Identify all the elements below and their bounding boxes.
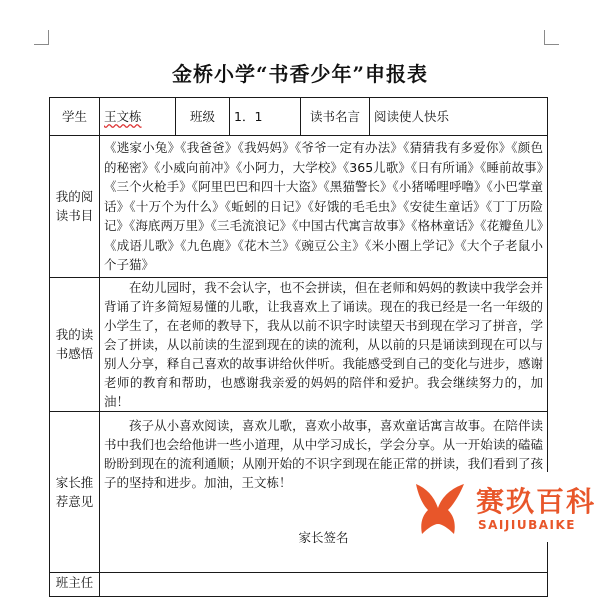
feelings-cell[interactable] xyxy=(100,277,548,411)
student-name-value[interactable] xyxy=(100,98,176,136)
form-row-feelings xyxy=(50,277,548,411)
watermark-brand-en: SAIJIUBAIKE xyxy=(478,518,576,532)
parent-text: 孩子从小喜欢阅读，喜欢儿歌，喜欢小故事，喜欢童话寓言故事。在陪伴读书中我们也会给他讲一些小道理，从中学习成长，学会分享。从一开始读的磕磕盼盼到现在的流利通顺；从刚开始的不识字到现在能正常的拼读，我们看到了孩子的坚持和进步。加油，王文栋！ xyxy=(104,417,543,490)
watermark-brand-cn: 赛玖百科 xyxy=(476,485,597,518)
class-label: 班级 xyxy=(176,98,230,136)
form-row-books xyxy=(50,136,548,278)
form-row-basic-info xyxy=(50,98,548,136)
motto-label: 读书名言 xyxy=(301,98,370,136)
parent-label: 家长推荐意见 xyxy=(50,411,100,572)
page-corner-mark xyxy=(34,30,49,45)
student-name-text: 王文栋 xyxy=(104,109,142,124)
books-label: 我的阅读书目 xyxy=(50,136,100,278)
form-title: 金桥小学“书香少年”申报表 xyxy=(171,62,428,86)
motto-value[interactable]: 阅读使人快乐 xyxy=(370,98,548,136)
teacher-cell[interactable] xyxy=(100,572,548,596)
student-label: 学生 xyxy=(50,98,100,136)
teacher-label: 班主任 xyxy=(50,572,100,596)
books-list[interactable]: 《逃家小兔》《我爸爸》《我妈妈》《爷爷一定有办法》《猜猜我有多爱你》《颜色的秘密》《小威向前冲》《小阿力，大学校》《365儿歌》《日有所诵》《睡前故事》《三个火枪手》《阿里巴巴和四十大盗》《黑猫警长》《小猪唏哩呼噜》《小巴掌童话》《十万个为什么》《蚯蚓的日记》《好饿的毛毛虫》《安徒生童话》《丁丁历险记》《海底两万里》《三毛流浪记》《中国古代寓言故事》《格林童话》《花瓣鱼儿》《成语儿歌》《九色鹿》《花木兰》《豌豆公主》《米小圈上学记》《大个子老鼠小个子猫》 xyxy=(100,136,548,278)
fox-tail-logo-icon xyxy=(408,478,470,540)
feelings-text: 在幼儿园时，我不会认字，也不会拼读，但在老师和妈妈的教读中我学会并背诵了许多简短易懂的儿歌，让我喜欢上了诵读。现在的我已经是一名一年级的小学生了，在老师的教导下，我从以前不识字时读望天书到现在学习了拼音，学会了拼读，从以前读的生涩到现在的读的流利，从以前的只是诵读到现在可以与别人分享，释自己喜欢的故事讲给伙伴听。我能感受到自己的变化与进步，感谢老师的教育和帮助，也感谢我亲爱的妈妈的陪伴和爱护。我会继续努力的，加油！ xyxy=(104,279,543,409)
form-row-teacher xyxy=(50,572,548,596)
class-value[interactable]: 1．1 xyxy=(230,98,301,136)
page-corner-mark xyxy=(544,30,559,45)
parent-signature-label: 家长签名 xyxy=(298,529,349,545)
feelings-label: 我的读书感悟 xyxy=(50,277,100,411)
